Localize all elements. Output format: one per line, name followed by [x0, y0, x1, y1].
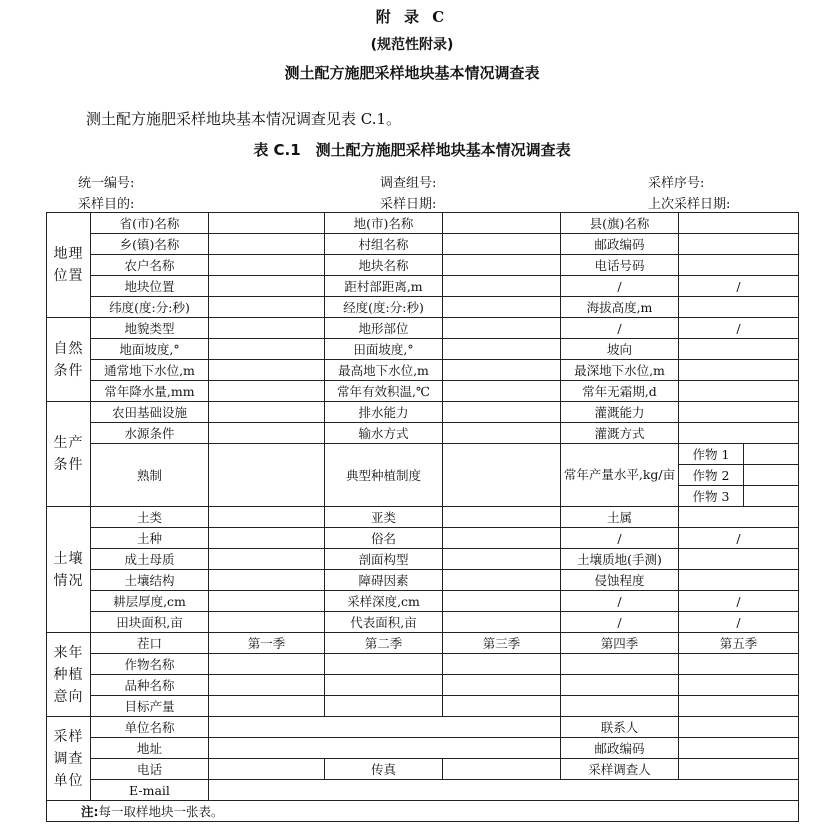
cell-landform[interactable]: [209, 318, 325, 339]
cell-contact[interactable]: [679, 717, 799, 738]
group-location: 地理位置: [47, 213, 91, 318]
survey-table: [46, 212, 799, 822]
cell-variety-s4[interactable]: [561, 675, 679, 696]
cell-farmland-infra[interactable]: [209, 402, 325, 423]
label-email: E-mail: [91, 780, 209, 801]
label-province: 省(市)名称: [91, 213, 209, 234]
cell-parent-material[interactable]: [209, 549, 325, 570]
cell-crop-s1[interactable]: [209, 654, 325, 675]
label-water-source: 水源条件: [91, 423, 209, 444]
label-irrigation-mode: 灌溉方式: [561, 423, 679, 444]
cell-erosion[interactable]: [679, 570, 799, 591]
cell-dist-village[interactable]: [443, 276, 561, 297]
label-rainfall: 常年降水量,mm: [91, 381, 209, 402]
cell-frost-free[interactable]: [679, 381, 799, 402]
cell-variety-s3[interactable]: [443, 675, 561, 696]
cell-gw-min[interactable]: [679, 360, 799, 381]
label-gw-min: 最深地下水位,m: [561, 360, 679, 381]
cell-latitude[interactable]: [209, 297, 325, 318]
cell-water-source[interactable]: [209, 423, 325, 444]
cell-local-name[interactable]: [443, 528, 561, 549]
cell-cropping[interactable]: [209, 444, 325, 507]
group-next-year: 来年种植意向: [47, 633, 91, 717]
cell-crop-s4[interactable]: [561, 654, 679, 675]
cell-water-transport[interactable]: [443, 423, 561, 444]
crop-yield-subtable: [679, 444, 799, 507]
label-structure: 土壤结构: [91, 570, 209, 591]
note-text: 每一取样地块一张表。: [98, 804, 224, 819]
table-note: [47, 801, 799, 822]
cell-postcode2[interactable]: [679, 738, 799, 759]
label-county: 县(旗)名称: [561, 213, 679, 234]
group-natural: 自然条件: [47, 318, 91, 402]
cell-field-area[interactable]: [209, 612, 325, 633]
label-longitude: 经度(度:分:秒): [325, 297, 443, 318]
label-field-area: 田块面积,亩: [91, 612, 209, 633]
label-aspect: 坡向: [561, 339, 679, 360]
label-target-yield: 目标产量: [91, 696, 209, 717]
cell-variety-s5[interactable]: [679, 675, 799, 696]
intro-text: 测土配方施肥采样地块基本情况调查见表 C.1。: [86, 110, 402, 128]
header-season3: 第三季: [443, 633, 561, 654]
label-latitude: 纬度(度:分:秒): [91, 297, 209, 318]
label-address: 地址: [91, 738, 209, 759]
label-contact: 联系人: [561, 717, 679, 738]
cell-rainfall[interactable]: [209, 381, 325, 402]
slash-cell: /: [561, 591, 679, 612]
cell-plot-position[interactable]: [209, 276, 325, 297]
cell-ground-slope[interactable]: [209, 339, 325, 360]
label-crop3: 作物 3: [679, 486, 744, 507]
cell-variety-s2[interactable]: [325, 675, 443, 696]
label-unit-name: 单位名称: [91, 717, 209, 738]
normative-label: (规范性附录): [370, 37, 454, 53]
cell-postcode[interactable]: [679, 234, 799, 255]
label-planting-system: 典型种植制度: [325, 444, 443, 507]
cell-gw-normal[interactable]: [209, 360, 325, 381]
label-local-name: 俗名: [325, 528, 443, 549]
appendix-title: 测土配方施肥采样地块基本情况调查表: [284, 64, 540, 82]
last-sample-date-label: 上次采样日期:: [648, 197, 731, 212]
cell-unit-name[interactable]: [209, 717, 561, 738]
cell-crop1-yield[interactable]: [744, 444, 799, 465]
cell-tel[interactable]: [209, 759, 325, 780]
group-soil: 土壤情况: [47, 507, 91, 633]
cell-gw-max[interactable]: [443, 360, 561, 381]
label-profile: 剖面构型: [325, 549, 443, 570]
label-farmer: 农户名称: [91, 255, 209, 276]
cell-drainage[interactable]: [443, 402, 561, 423]
cell-soil-class[interactable]: [209, 507, 325, 528]
cell-crop-s5[interactable]: [679, 654, 799, 675]
appendix-heading: 附 录 C: [375, 8, 449, 26]
cell-phone[interactable]: [679, 255, 799, 276]
label-field-slope: 田面坡度,°: [325, 339, 443, 360]
label-water-transport: 输水方式: [325, 423, 443, 444]
cell-irrigation-mode[interactable]: [679, 423, 799, 444]
slash-cell: /: [679, 612, 799, 633]
cell-texture[interactable]: [679, 549, 799, 570]
table-caption: 表 C.1 测土配方施肥采样地块基本情况调查表: [253, 141, 571, 159]
cell-township[interactable]: [209, 234, 325, 255]
label-drainage: 排水能力: [325, 402, 443, 423]
header-season1: 第一季: [209, 633, 325, 654]
slash-cell: /: [561, 318, 679, 339]
cell-variety-s1[interactable]: [209, 675, 325, 696]
label-terrain: 地形部位: [325, 318, 443, 339]
label-plot-name: 地块名称: [325, 255, 443, 276]
cell-species[interactable]: [209, 528, 325, 549]
cell-target-s1[interactable]: [209, 696, 325, 717]
header-season4: 第四季: [561, 633, 679, 654]
slash-cell: /: [561, 612, 679, 633]
label-cropping: 熟制: [91, 444, 209, 507]
purpose-label: 采样目的:: [78, 197, 135, 212]
slash-cell: /: [679, 276, 799, 297]
slash-cell: /: [679, 318, 799, 339]
cell-province[interactable]: [209, 213, 325, 234]
cell-subclass[interactable]: [443, 507, 561, 528]
slash-cell: /: [679, 591, 799, 612]
label-village: 村组名称: [325, 234, 443, 255]
cell-target-s2[interactable]: [325, 696, 443, 717]
label-species: 土种: [91, 528, 209, 549]
label-topsoil-depth: 耕层厚度,cm: [91, 591, 209, 612]
cell-sample-depth[interactable]: [443, 591, 561, 612]
cell-village[interactable]: [443, 234, 561, 255]
cell-crop3-yield[interactable]: [744, 486, 799, 507]
cell-field-slope[interactable]: [443, 339, 561, 360]
label-crop1: 作物 1: [679, 444, 744, 465]
label-crop-name: 作物名称: [91, 654, 209, 675]
note-label: 注:: [81, 804, 99, 819]
label-plot-position: 地块位置: [91, 276, 209, 297]
label-postcode2: 邮政编码: [561, 738, 679, 759]
label-phone: 电话号码: [561, 255, 679, 276]
label-farmland-infra: 农田基础设施: [91, 402, 209, 423]
label-gw-normal: 通常地下水位,m: [91, 360, 209, 381]
label-postcode: 邮政编码: [561, 234, 679, 255]
label-obstacle: 障碍因素: [325, 570, 443, 591]
cell-email[interactable]: [209, 780, 799, 801]
group-production: 生产条件: [47, 402, 91, 507]
label-surveyor: 采样调查人: [561, 759, 679, 780]
label-landform: 地貌类型: [91, 318, 209, 339]
cell-genus[interactable]: [679, 507, 799, 528]
label-yield-level: 常年产量水平,kg/亩: [561, 444, 679, 507]
label-ground-slope: 地面坡度,°: [91, 339, 209, 360]
header-season5: 第五季: [679, 633, 799, 654]
label-crop2: 作物 2: [679, 465, 744, 486]
cell-farmer[interactable]: [209, 255, 325, 276]
unified-no-label: 统一编号:: [78, 176, 135, 191]
label-subclass: 亚类: [325, 507, 443, 528]
cell-fax[interactable]: [443, 759, 561, 780]
cell-crop-s2[interactable]: [325, 654, 443, 675]
cell-profile[interactable]: [443, 549, 561, 570]
sample-seq-label: 采样序号:: [648, 176, 705, 191]
label-variety: 品种名称: [91, 675, 209, 696]
cell-topsoil-depth[interactable]: [209, 591, 325, 612]
cell-irrigation-cap[interactable]: [679, 402, 799, 423]
cell-rep-area[interactable]: [443, 612, 561, 633]
slash-cell: /: [679, 528, 799, 549]
cell-target-s3[interactable]: [443, 696, 561, 717]
label-parent-material: 成土母质: [91, 549, 209, 570]
label-township: 乡(镇)名称: [91, 234, 209, 255]
cell-structure[interactable]: [209, 570, 325, 591]
cell-altitude[interactable]: [679, 297, 799, 318]
cell-target-s4[interactable]: [561, 696, 679, 717]
label-genus: 土属: [561, 507, 679, 528]
slash-cell: /: [561, 276, 679, 297]
cell-county[interactable]: [679, 213, 799, 234]
label-stubble: 茬口: [91, 633, 209, 654]
cell-crop2-yield[interactable]: [744, 465, 799, 486]
label-temp-accum: 常年有效积温,℃: [325, 381, 443, 402]
label-frost-free: 常年无霜期,d: [561, 381, 679, 402]
label-dist-village: 距村部距离,m: [325, 276, 443, 297]
slash-cell: /: [561, 528, 679, 549]
label-city: 地(市)名称: [325, 213, 443, 234]
label-fax: 传真: [325, 759, 443, 780]
label-erosion: 侵蚀程度: [561, 570, 679, 591]
cell-address[interactable]: [209, 738, 561, 759]
label-soil-class: 土类: [91, 507, 209, 528]
cell-crop-s3[interactable]: [443, 654, 561, 675]
cell-temp-accum[interactable]: [443, 381, 561, 402]
label-tel: 电话: [91, 759, 209, 780]
label-gw-max: 最高地下水位,m: [325, 360, 443, 381]
cell-longitude[interactable]: [443, 297, 561, 318]
cell-plot-name[interactable]: [443, 255, 561, 276]
label-altitude: 海拔高度,m: [561, 297, 679, 318]
cell-target-s5[interactable]: [679, 696, 799, 717]
sample-date-label: 采样日期:: [380, 197, 437, 212]
label-rep-area: 代表面积,亩: [325, 612, 443, 633]
survey-group-label: 调查组号:: [380, 176, 437, 191]
label-irrigation-cap: 灌溉能力: [561, 402, 679, 423]
cell-obstacle[interactable]: [443, 570, 561, 591]
cell-surveyor[interactable]: [679, 759, 799, 780]
label-sample-depth: 采样深度,cm: [325, 591, 443, 612]
cell-terrain[interactable]: [443, 318, 561, 339]
header-season2: 第二季: [325, 633, 443, 654]
cell-aspect[interactable]: [679, 339, 799, 360]
cell-planting-system[interactable]: [443, 444, 561, 507]
label-texture: 土壤质地(手测): [561, 549, 679, 570]
cell-city[interactable]: [443, 213, 561, 234]
group-sampling-unit: 采样调查单位: [47, 717, 91, 801]
